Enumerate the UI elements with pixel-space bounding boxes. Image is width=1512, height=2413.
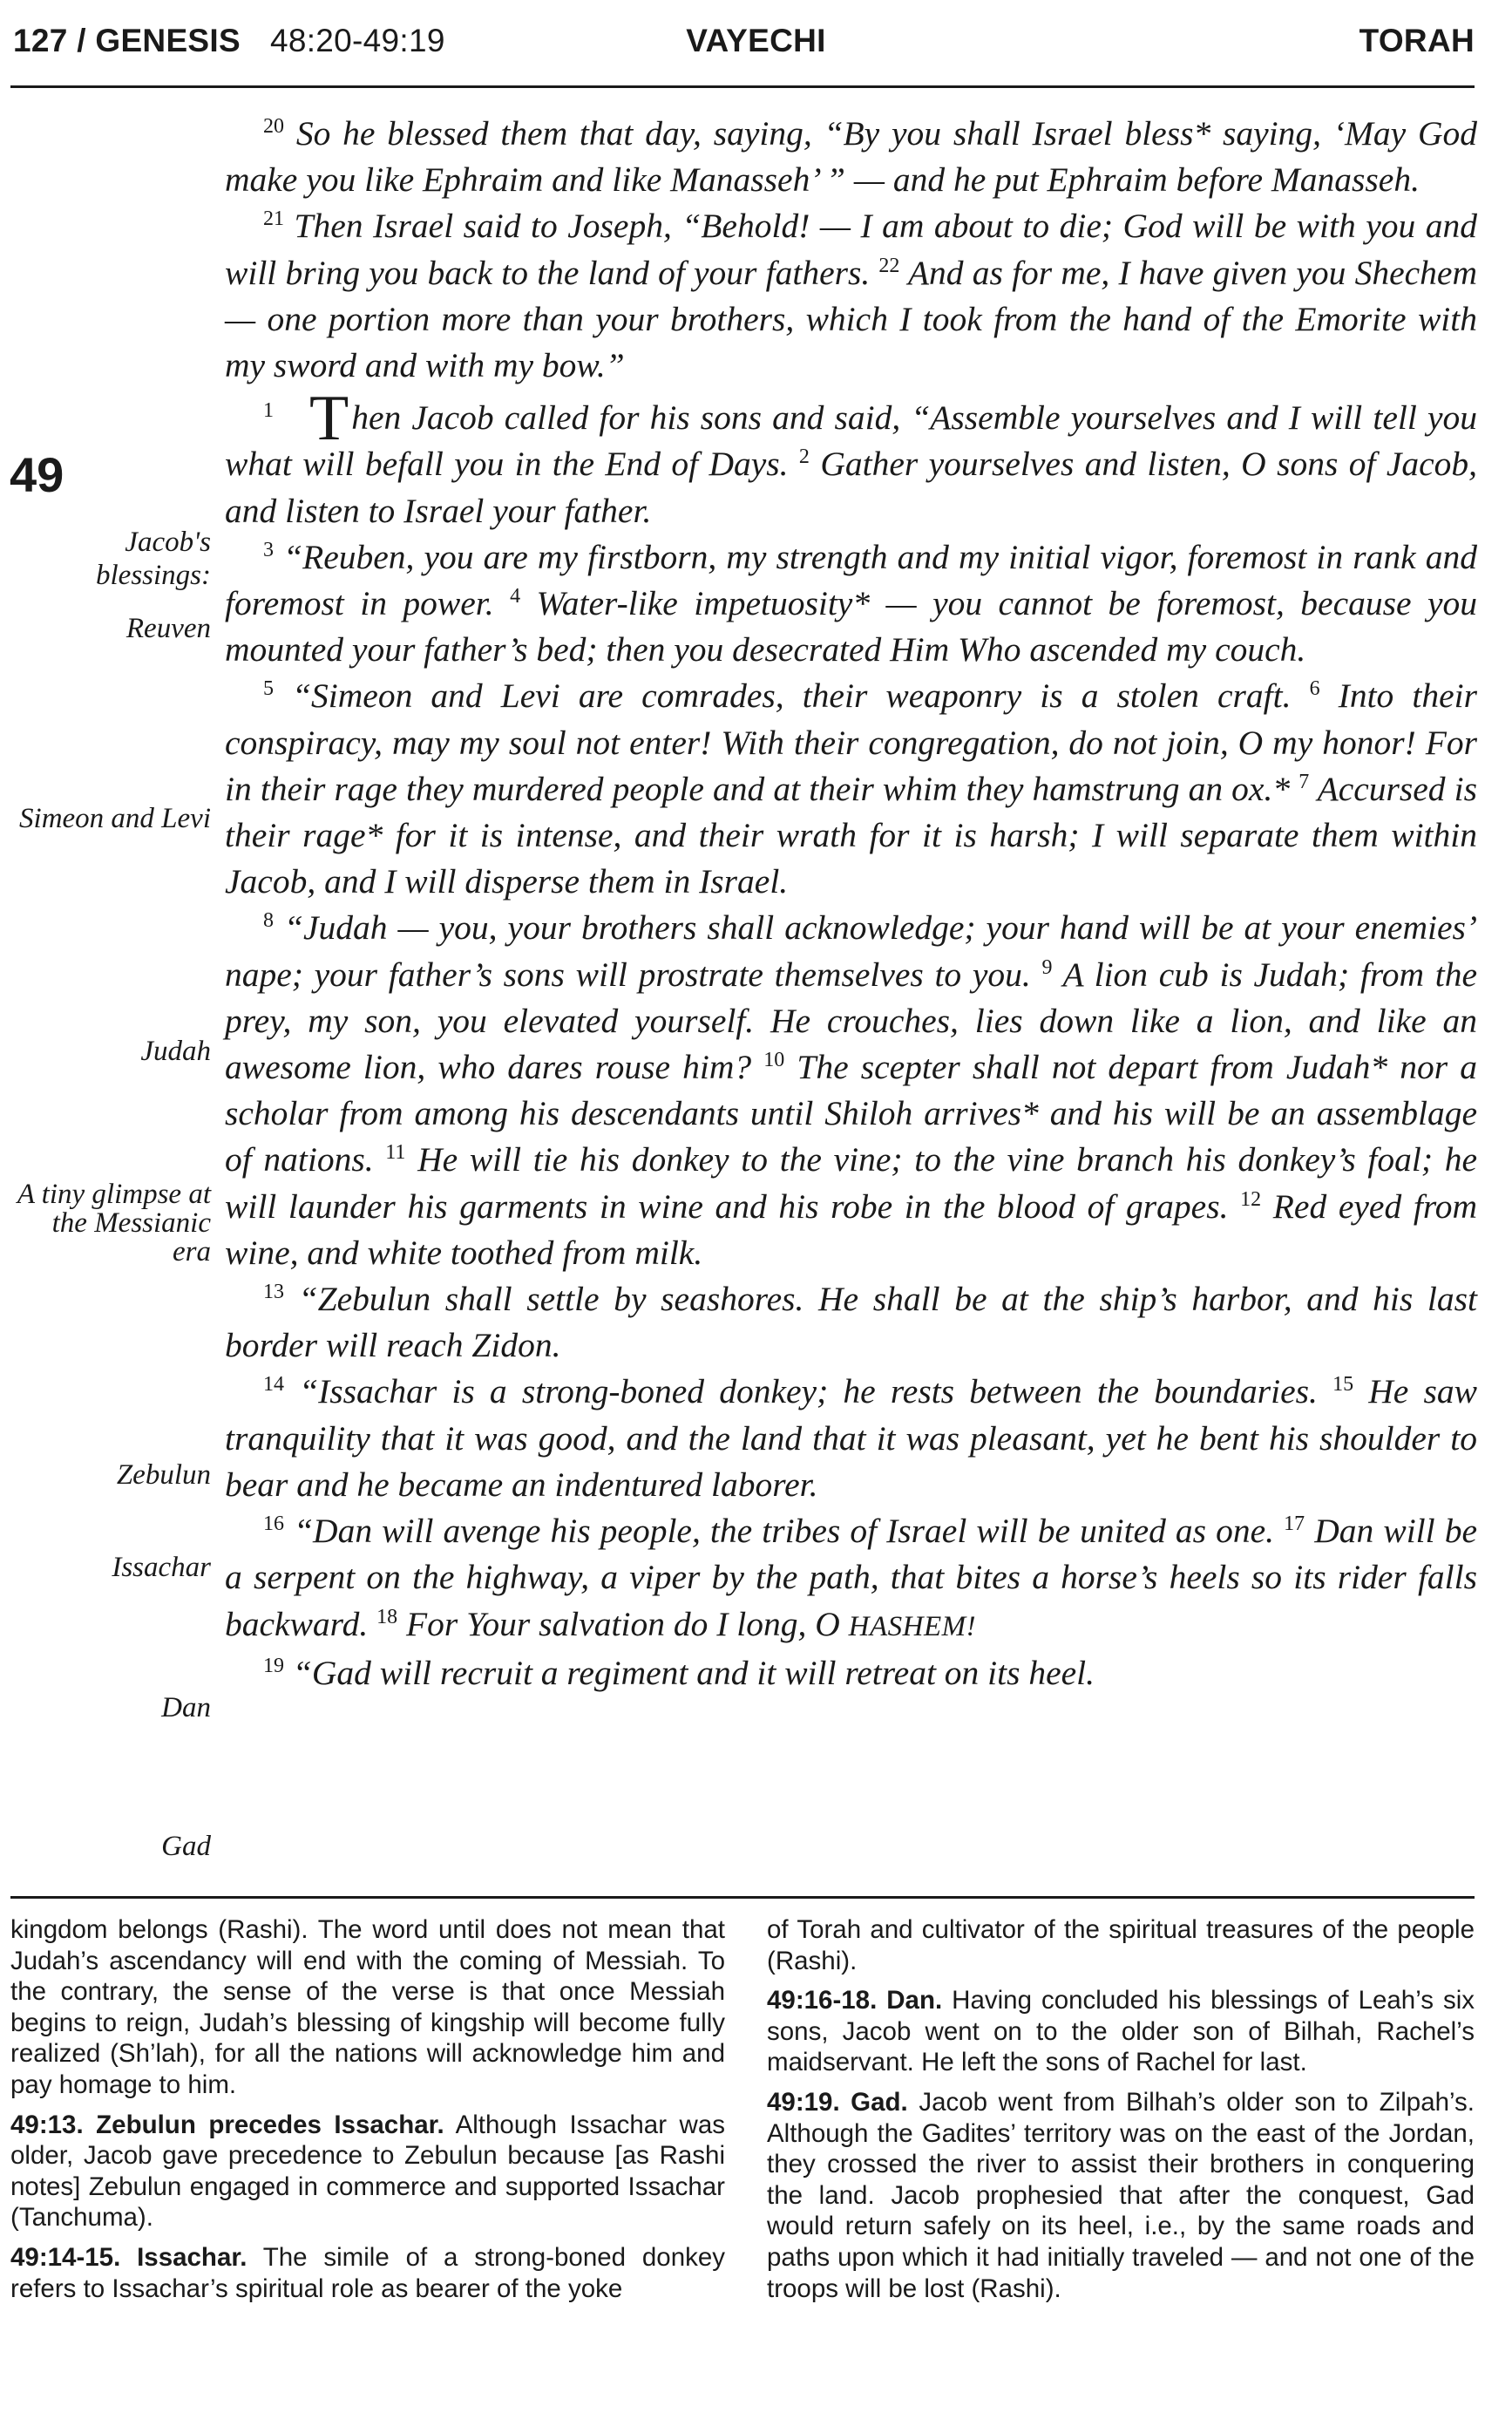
verse-text-span: And as for me, I have given you Shechem — one portion more than your brothers, which I took from the hand of the Emorite with my sword and with my bow.” bbox=[225, 253, 1477, 385]
verse-number: 1 bbox=[263, 399, 274, 423]
chapter-number: 49 bbox=[10, 447, 64, 502]
verse-paragraph bbox=[225, 1650, 1477, 1696]
verse-number: 19 bbox=[263, 1654, 284, 1677]
verse-number: 5 bbox=[263, 677, 274, 701]
commentary-heading: 49:13. Zebulun precedes Issachar. bbox=[10, 2110, 444, 2139]
margin-label-issachar: Issachar bbox=[112, 1552, 211, 1583]
verse-paragraph bbox=[225, 1508, 1477, 1650]
chapter-opening-paragraph: $^1$ Then Jacob called for his sons and said, “Assemble yourselves and I will tell you what will befall you in the End of Days. $^2$ Gather yourselves and listen, O sons of Jacob, and listen to Israel your father. bbox=[225, 383, 1478, 530]
commentary-paragraph bbox=[10, 2110, 725, 2233]
margin-label-simeon-levi: Simeon and Levi bbox=[19, 803, 211, 834]
verse-text-span: Into their conspiracy, may my soul not enter! With their congregation, do not join, O my honor! For in their rage they murdered people and at their whim they hamstrung an ox.* bbox=[225, 676, 1477, 808]
verse-text-span: Water-like impetuosity* — you cannot be foremost, because you mounted your father’s bed; then you desecrated Him Who ascended my couch. bbox=[225, 584, 1477, 670]
verse-number: 6 bbox=[1309, 677, 1320, 701]
verse-number: 7 bbox=[1298, 770, 1310, 793]
commentary-column-right bbox=[767, 1914, 1475, 2304]
header-section: TORAH bbox=[1359, 23, 1475, 58]
verse-number: 10 bbox=[763, 1049, 785, 1072]
verse-text-span: A lion cub is Judah; from the prey, my son, you elevated yourself. He crouches, lies down like a lion, and like an awesome lion, who dares rouse him? bbox=[225, 955, 1478, 1087]
margin-label-reuven: Reuven bbox=[125, 613, 211, 644]
margin-label-zebulun: Zebulun bbox=[116, 1459, 211, 1491]
verse-text-span: He saw tranquility that it was good, and the land that it was pleasant, yet he bent his shoulder to bear and he became an indentured laborer. bbox=[225, 1372, 1477, 1504]
verse-paragraph bbox=[225, 1369, 1477, 1508]
commentary-heading: 49:19. Gad. bbox=[767, 2087, 908, 2117]
commentary-text: Having concluded his blessings of Leah’s six sons, Jacob went on to the older son of Bilhah, Rachel’s maidservant. He left the sons of Rachel for last. bbox=[767, 1986, 1475, 2077]
verse-text-span: “Zebulun shall settle by seashores. He shall be at the ship’s harbor, and his last border will reach Zidon. bbox=[225, 1280, 1477, 1365]
verse-paragraph bbox=[225, 111, 1477, 203]
verse-text-span: Gather yourselves and listen, O sons of Jacob, and listen to Israel your father. bbox=[225, 445, 1478, 530]
commentary-heading: 49:14-15. Issachar. bbox=[10, 2242, 247, 2272]
verse-text-span: hen Jacob called for his sons and said, “Assemble yourselves and I will tell you what will befall you in the End of Days. bbox=[225, 398, 1477, 484]
verse-number: 12 bbox=[1240, 1187, 1262, 1211]
verse-number: 9 bbox=[1041, 955, 1053, 979]
commentary-paragraph bbox=[767, 1985, 1475, 2078]
commentary-paragraph: kingdom belongs (Rashi). The word until does not mean that Judah’s ascendancy will end with the coming of Messiah. To the contrary, the sense of the verse is that once Messiah begins to reign, Judah’s blessing of kingship will become fully realized (Sh’lah), for all the nations will acknowledge him and pay homage to him. bbox=[10, 1915, 725, 2099]
verse-number: 11 bbox=[385, 1141, 406, 1165]
verse-number: 2 bbox=[798, 445, 810, 469]
verse-number: 8 bbox=[263, 909, 274, 933]
verse-number: 18 bbox=[376, 1605, 398, 1628]
verse-text-span: So he blessed them that day, saying, “By you shall Israel bless* saying, ‘May God make you like Ephraim and like Manasseh’ ” — and he put Ephraim before Manasseh. bbox=[225, 114, 1478, 200]
verse-text-span: Accursed is their rage* for it is intense, and their wrath for it is harsh; I will separate them within Jacob, and I will disperse them in Israel. bbox=[225, 769, 1477, 901]
verse-number: 3 bbox=[263, 538, 274, 561]
verse-paragraph bbox=[225, 673, 1477, 905]
verse-text-span: “Judah — you, your brothers shall acknowledge; your hand will be at your enemies’ nape; your father’s sons will prostrate themselves to you. bbox=[225, 908, 1478, 994]
verse-text-span: “Gad will recruit a regiment and it will retreat on its heel. bbox=[292, 1653, 1095, 1692]
verse-number: 14 bbox=[263, 1373, 284, 1397]
header-rule bbox=[10, 85, 1475, 88]
verse-number: 15 bbox=[1332, 1373, 1354, 1397]
header-book: 127 / GENESIS bbox=[13, 23, 241, 58]
verse-text-span: He will tie his donkey to the vine; to the vine branch his donkey’s foal; he will launder his garments in wine and his robe in the blood of grapes. bbox=[225, 1140, 1477, 1226]
commentary-column-left bbox=[10, 1914, 725, 2304]
verse-number: 4 bbox=[510, 585, 521, 608]
header-reference: 48:20-49:19 bbox=[269, 23, 445, 58]
header-parashah: VAYECHI bbox=[686, 23, 826, 58]
verse-text-span: Then Israel said to Joseph, “Behold! — I am about to die; God will be with you and will bring you back to the land of your fathers. bbox=[225, 207, 1478, 292]
commentary-text: Although Issachar was older, Jacob gave precedence to Zebulun because [as Rashi notes] Zebulun engaged in commerce and supported Issachar (Tanchuma). bbox=[10, 2110, 725, 2233]
margin-label-jacobs-blessings: Jacob's blessings: bbox=[96, 527, 211, 591]
commentary-text: The simile of a strong-boned donkey refers to Issachar’s spiritual role as bearer of the yoke bbox=[10, 2242, 726, 2303]
divine-name: HASHEM! bbox=[848, 1610, 977, 1642]
commentary-paragraph bbox=[767, 2087, 1475, 2304]
commentary-text: Jacob went from Bilhah’s older son to Zilpah’s. Although the Gadites’ territory was on the east of the Jordan, they crossed the river to assist their brothers in conquering the land. Jacob prophesied that after the conquest, Gad would return safely on its heel, i.e., by the same roads and paths upon which it had initially traveled — and not one of the troops will be lost (Rashi). bbox=[767, 2087, 1475, 2303]
verse-text-span: “Dan will avenge his people, the tribes of Israel will be united as one. bbox=[294, 1512, 1275, 1551]
commentary-heading: 49:16-18. Dan. bbox=[767, 1986, 943, 2015]
verse-paragraph bbox=[225, 203, 1477, 389]
verse-text-span: Dan will be a serpent on the highway, a viper by the path, that bites a horse’s heels so its rider falls backward. bbox=[225, 1512, 1478, 1643]
verse-number: 13 bbox=[263, 1281, 284, 1304]
verse-text-span: “Simeon and Levi are comrades, their weaponry is a stolen craft. bbox=[292, 676, 1292, 716]
verse-text-span: Red eyed from wine, and white toothed from milk. bbox=[225, 1186, 1478, 1272]
verse-text-span: The scepter shall not depart from Judah* nor a scholar from among his descendants until Shiloh arrives* and his will be an assemblage of nations. bbox=[225, 1048, 1478, 1179]
verse-number: 22 bbox=[878, 254, 900, 277]
verse-number: 17 bbox=[1284, 1512, 1305, 1536]
margin-label-dan: Dan bbox=[161, 1692, 211, 1723]
verse-text-span: “Issachar is a strong-boned donkey; he rests between the boundaries. bbox=[299, 1372, 1318, 1411]
margin-label-judah: Judah bbox=[140, 1036, 211, 1067]
margin-label-messianic-era: A tiny glimpse at the Messianic era bbox=[17, 1179, 211, 1268]
verse-text bbox=[225, 111, 1477, 1696]
verse-number: 16 bbox=[263, 1512, 284, 1536]
verse-number: 20 bbox=[263, 115, 284, 138]
verse-number: 21 bbox=[263, 207, 284, 231]
verse-paragraph bbox=[225, 1276, 1477, 1369]
verse-text-span: “Reuben, you are my firstborn, my strength and my initial vigor, foremost in rank and foremost in power. bbox=[225, 537, 1478, 623]
verse-text-span: For Your salvation do I long, O bbox=[405, 1604, 840, 1643]
verse-paragraph bbox=[225, 905, 1477, 1276]
commentary-paragraph bbox=[10, 2242, 725, 2304]
margin-label-gad: Gad bbox=[161, 1831, 211, 1862]
commentary-rule bbox=[10, 1896, 1475, 1899]
commentary-paragraph: of Torah and cultivator of the spiritual treasures of the people (Rashi). bbox=[767, 1915, 1475, 1975]
verse-paragraph bbox=[225, 534, 1477, 674]
